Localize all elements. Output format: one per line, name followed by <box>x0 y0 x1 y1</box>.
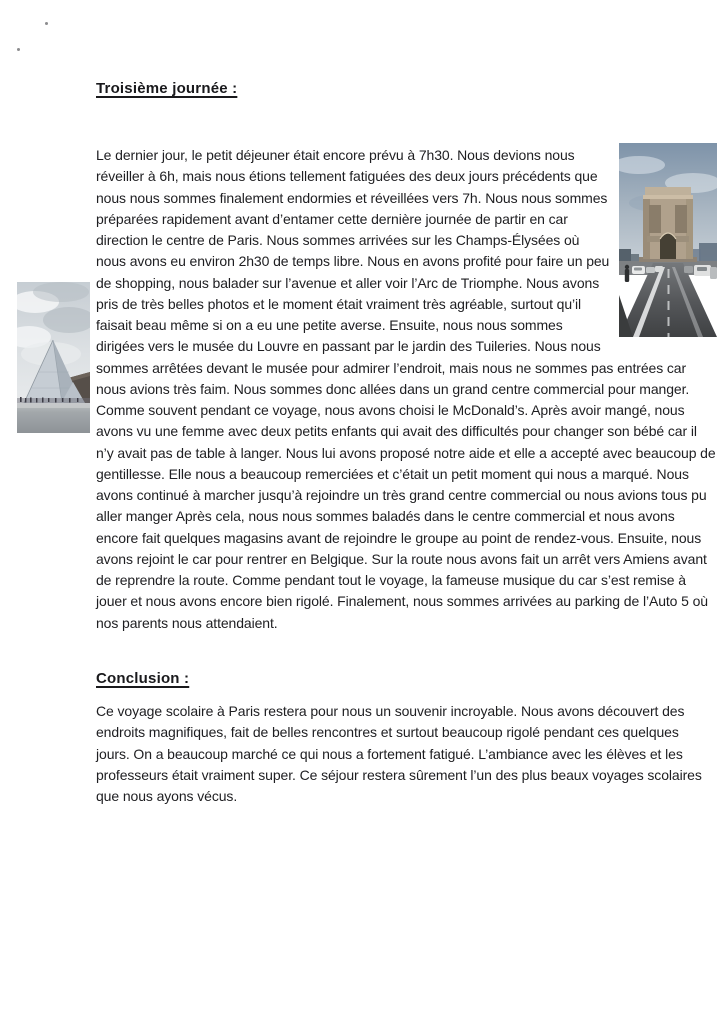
scan-speck <box>17 48 20 51</box>
louvre-pyramid-illustration <box>17 282 90 433</box>
day3-heading: Troisième journée : <box>96 80 238 97</box>
day3-paragraph-text: Le dernier jour, le petit déjeuner était encore prévu à 7h30. Nous devions nous réveiller à 6h, mais nous étions tellement fatiguées des deux jours précédents que nous nous sommes finalement endormies et réveillées vers 7h. Nous nous sommes préparées rapidement avant d’entamer cette dernière journée de partir en car direction le centre de Paris. Nous sommes arrivées sur les Champs-Élysées où nous avons eu environ 2h30 de temps libre. Nous en avons profité pour faire un peu de shopping, nous balader sur l’avenue et aller voir l’Arc de Triomphe. Nous avons pris de très belles photos et le moment était vraiment très agréable, surtout qu’il faisait beau même si on a eu une petite averse. Ensuite, nous nous sommes dirigées vers le musée du Louvre en passant par le jardin des Tuileries. Nous nous sommes arrêtées devant le musée pour admirer l’endroit, mais nous ne sommes pas entrées car nous avions très faim. Nous sommes donc allées dans un grand centre commercial pour manger. Comme souvent pendant ce voyage, nous avons choisi le McDonald’s. Après avoir mangé, nous avons vu une femme avec deux petits enfants qui avait des difficultés pour changer son bébé car il n’y avait pas de table à langer. Nous lui avons proposé notre aide et elle a accepté avec beaucoup de gentillesse. Elle nous a beaucoup remerciées et c’était un petit moment qui nous a marqué. Nous avons continué à marcher jusqu’à rejoindre un très grand centre commercial ou nous avions tous pu aller manger Après cela, nous nous sommes baladés dans le centre commercial et nous avons encore fait quelques magasins avant de rejoindre le groupe au point de rendez-vous. Ensuite, nous avons rejoint le car pour rentrer en Belgique. Sur la route nous avons fait un arrêt vers Amiens avant de reprendre la route. Comme pendant tout le voyage, la fameuse musique du car s’est remise à jouer et nous avons encore bien rigolé. Finalement, nous sommes arrivées au parking de l’Auto 5 où nos parents nous attendaient. <box>96 147 716 631</box>
arc-de-triomphe-photo <box>619 143 717 337</box>
conclusion-heading: Conclusion : <box>96 670 190 687</box>
conclusion-paragraph: Ce voyage scolaire à Paris restera pour nous un souvenir incroyable. Nous avons découvert des endroits magnifiques, fait de belles rencontres et surtout beaucoup rigolé pendant ces quelques jours. On a beaucoup marché ce qui nous a fortement fatigué. L’ambiance avec les élèves et les professeurs était vraiment super. Ce séjour restera sûrement l’un des plus beaux voyages scolaires que nous ayons vécus. <box>96 703 702 804</box>
arc-de-triomphe-illustration <box>619 143 717 337</box>
louvre-pyramid-photo <box>17 282 90 433</box>
scan-speck <box>45 22 48 25</box>
